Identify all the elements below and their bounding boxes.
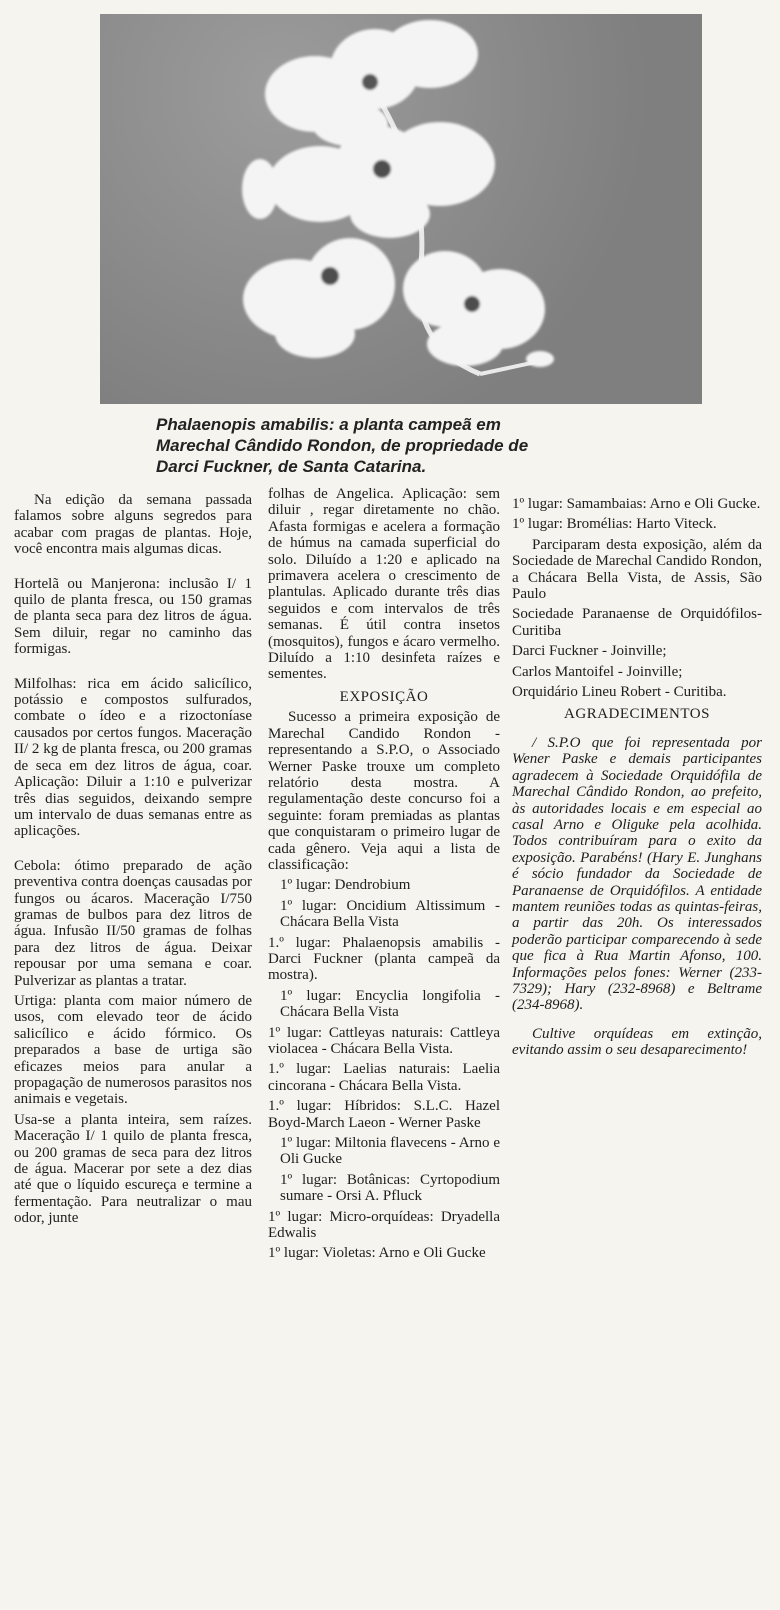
section-heading-exposicao: EXPOSIÇÃO <box>339 688 429 705</box>
intro-paragraph: Na edição da semana passada falamos sobre alguns segredos para acabar com pragas de plantas. Hoje, você encontra mais algumas dicas. <box>14 492 252 558</box>
orchid-flowers-illustration <box>100 14 702 404</box>
caption-line: Phalaenopis amabilis: a planta campeã em <box>156 415 501 434</box>
participant-item: Carlos Mantoifel - Joinville; <box>512 663 683 680</box>
participants-paragraph: Parciparam desta exposição, além da Sociedade de Marechal Candido Rondon, a Chácara Bella Vista, de Assis, São Paulo <box>512 536 762 603</box>
caption-line: Darci Fuckner, de Santa Catarina. <box>156 457 427 476</box>
classification-item: 1º lugar: Micro-orquídeas: Dryadella Edwalis <box>268 1208 500 1242</box>
participant-item: Orquidário Lineu Robert - Curitiba. <box>512 684 727 701</box>
classification-item: 1º lugar: Samambaias: Arno e Oli Gucke. <box>512 496 761 512</box>
column-2 <box>268 486 500 1266</box>
photo-caption <box>156 414 656 477</box>
classification-item: 1º lugar: Violetas: Arno e Oli Gucke <box>268 1245 486 1262</box>
classification-item: 1º lugar: Bromélias: Harto Viteck. <box>512 516 717 533</box>
classification-item: 1.º lugar: Laelias naturais: Laelia cincorana - Chácara Bella Vista. <box>268 1061 500 1094</box>
closing-paragraph: Cultive orquídeas em extinção, evitando assim o seu desaparecimento! <box>512 1025 762 1059</box>
hortela-paragraph: Hortelã ou Manjerona: inclusão I/ 1 quilo de planta fresca, ou 150 gramas de planta seca para dez litros de água. Sem diluir, regar no caminho das formigas. <box>14 575 252 658</box>
urtiga-paragraph-2: Usa-se a planta inteira, sem raízes. Maceração I/ 1 quilo de planta fresca, ou 200 gramas de seca para dez litros de água. Macerar por sete a dez dias até que o líquido escureça e termine a fermentação. Para neutralizar o mau odor, junte <box>14 1111 252 1227</box>
caption-line: Marechal Cândido Rondon, de propriedade de <box>156 436 529 455</box>
orchid-flower-3 <box>243 238 395 358</box>
classification-item: 1º lugar: Oncidium Altissimum - Chácara Bella Vista <box>280 897 500 931</box>
urtiga-paragraph: Urtiga: planta com maior número de usos, com elevado teor de ácido salicílico e ácido fórmico. Os preparados a base de urtiga são eficazes meios para anular a propagação de numerosos parasitos nos animais e vegetais. <box>14 992 252 1108</box>
flower-bud <box>526 351 554 367</box>
thanks-paragraph: / S.P.O que foi representada por Wener Paske e demais participantes agradecem à Sociedade Orquidófila de Marechal Cândido Rondon, ao prefeito, às autoridades locais e em especial ao casal Arno e Oliguke pela acolhida. Todos contribuíram para o exito da exposição. Parabéns! (Hary E. Junghans é sócio fundador da Sociedade de Paranaense de Orquidófilos. A entidade mantem reuniões todas as quintas-feiras, a partir das 20h. Os interessados poderão participar comparecendo à sede que fica à Rua Martin Afonso, 100. Informações pelos fones: Werner (233-7329); Hary (232-8968) e Beltrame (234-8968). <box>512 734 762 1014</box>
classification-item: 1º lugar: Miltonia flavecens - Arno e Oli Gucke <box>280 1135 500 1168</box>
classification-item: 1º lugar: Dendrobium <box>280 877 411 894</box>
cebola-paragraph: Cebola: ótimo preparado de ação preventiva contra doenças causadas por fungos ou ácaros. Maceração I/750 gramas de bulbos para dez litros de água. Infusão II/50 gramas de folhas para dez litros de água. Deixar repousar por uma semana e coar. Pulverizar as plantas a tratar. <box>14 857 252 989</box>
continued-paragraph: folhas de Angelica. Aplicação: sem diluir , regar diretamente no chão. Afasta formigas e acelera a formação de húmus na camada superficial do solo. Diluído a 1:20 e aplicado na primavera acelera o crescimento de plantulas. Aplicado durante três dias seguidos e com intervalos de três semanas. É útil contra insetos (mosquitos), fungos e ácaro vermelho. Diluído a 1:10 desinfeta raízes e sementes. <box>268 486 500 683</box>
orchid-flower-4 <box>403 251 545 366</box>
classification-item: 1º lugar: Botânicas: Cyrtopodium sumare - Orsi A. Pfluck <box>280 1171 500 1205</box>
orchid-photo <box>100 14 702 404</box>
column-3 <box>512 496 762 1063</box>
classification-item: 1.º lugar: Híbridos: S.L.C. Hazel Boyd-March Laeon - Werner Paske <box>268 1098 500 1131</box>
exposicao-paragraph: Sucesso a primeira exposição de Marechal Candido Rondon - representando a S.P.O, o Associado Werner Paske trouxe um completo relatório desta mostra. A regulamentação deste concurso foi a seguinte: foram premiadas as plantas que conquistaram o primeiro lugar de cada gênero. Veja aqui a lista de classificação: <box>268 709 500 873</box>
classification-item: 1º lugar: Encyclia longifolia - Chácara Bella Vista <box>280 987 500 1021</box>
participant-item: Darci Fuckner - Joinville; <box>512 643 667 660</box>
orchid-flower-2 <box>268 122 495 238</box>
side-petal <box>242 159 278 219</box>
milfolhas-paragraph: Milfolhas: rica em ácido salicílico, potássio e compostos sulfurados, combate o ídeo e a rizoctoníase causados por certos fungos. Maceração II/ 2 kg de planta fresca, ou 200 gramas de seca em dez litros de água, coar. Aplicação: Diluir a 1:10 e pulverizar três dias seguidos, deixando sempre um intervalo de duas semanas entre as aplicações. <box>14 675 252 840</box>
section-heading-agradecimentos: AGRADECIMENTOS <box>564 706 710 723</box>
column-1 <box>14 492 252 1231</box>
participant-item: Sociedade Paranaense de Orquidófilos-Curitiba <box>512 606 762 639</box>
classification-item: 1º lugar: Cattleyas naturais: Cattleya violacea - Chácara Bella Vista. <box>268 1024 500 1057</box>
classification-item: 1.º lugar: Phalaenopsis amabilis - Darci Fuckner (planta campeã da mostra). <box>268 934 500 984</box>
